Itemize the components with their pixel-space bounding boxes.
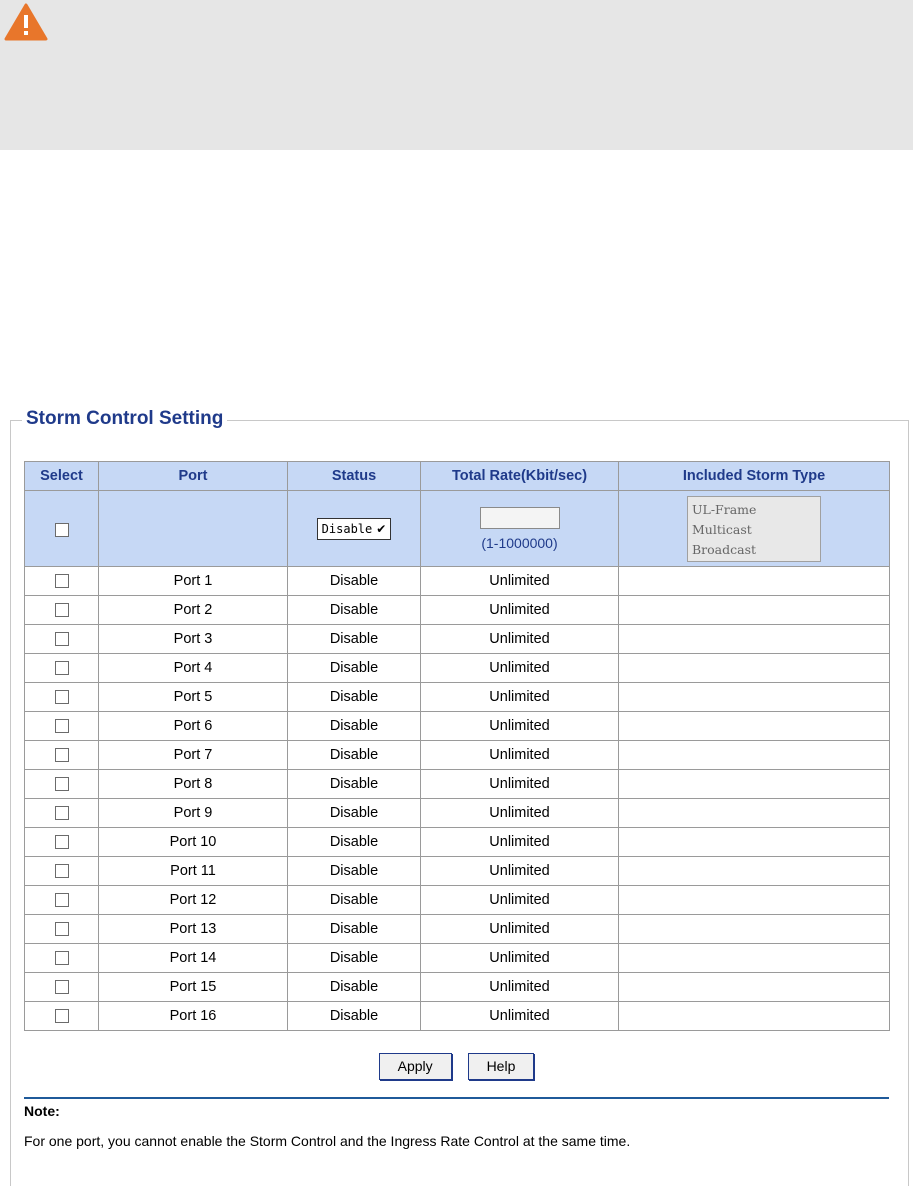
storm-control-table [24, 461, 890, 1031]
table-row [25, 741, 890, 770]
storm-type-cell [619, 973, 890, 1002]
help-button[interactable]: Help [468, 1053, 535, 1080]
total-rate-cell: Unlimited [421, 886, 619, 915]
storm-type-cell [619, 683, 890, 712]
status-cell: Disable [288, 567, 421, 596]
total-rate-cell: Unlimited [421, 683, 619, 712]
bulk-port-cell [99, 491, 288, 567]
header-port: Port [99, 462, 288, 491]
status-select-value: Disable [321, 521, 373, 536]
bulk-edit-row [25, 491, 890, 567]
total-rate-cell: Unlimited [421, 625, 619, 654]
table-row [25, 683, 890, 712]
note-text: For one port, you cannot enable the Storm Control and the Ingress Rate Control at the same time. [24, 1133, 631, 1149]
row-select-checkbox[interactable] [55, 632, 69, 646]
port-cell: Port 16 [99, 1002, 288, 1031]
storm-type-option[interactable]: UL-Frame [692, 501, 757, 517]
total-rate-cell: Unlimited [421, 712, 619, 741]
total-rate-cell: Unlimited [421, 857, 619, 886]
port-cell: Port 7 [99, 741, 288, 770]
status-cell: Disable [288, 596, 421, 625]
table-header-row [25, 462, 890, 491]
status-cell: Disable [288, 712, 421, 741]
row-select-checkbox[interactable] [55, 748, 69, 762]
status-select[interactable] [317, 518, 392, 540]
storm-type-cell [619, 567, 890, 596]
total-rate-cell: Unlimited [421, 1002, 619, 1031]
table-row [25, 712, 890, 741]
port-cell: Port 10 [99, 828, 288, 857]
total-rate-cell: Unlimited [421, 828, 619, 857]
total-rate-cell: Unlimited [421, 944, 619, 973]
row-select-checkbox[interactable] [55, 777, 69, 791]
total-rate-cell: Unlimited [421, 596, 619, 625]
status-cell: Disable [288, 654, 421, 683]
port-cell: Port 1 [99, 567, 288, 596]
table-row [25, 828, 890, 857]
port-cell: Port 11 [99, 857, 288, 886]
total-rate-cell: Unlimited [421, 567, 619, 596]
storm-type-cell [619, 654, 890, 683]
storm-type-cell [619, 857, 890, 886]
apply-button[interactable]: Apply [379, 1053, 452, 1080]
table-row [25, 770, 890, 799]
storm-type-option[interactable]: Multicast [692, 521, 752, 537]
row-select-checkbox[interactable] [55, 1009, 69, 1023]
total-rate-cell: Unlimited [421, 915, 619, 944]
status-cell: Disable [288, 944, 421, 973]
status-cell: Disable [288, 683, 421, 712]
row-select-checkbox[interactable] [55, 980, 69, 994]
storm-type-cell [619, 799, 890, 828]
table-row [25, 1002, 890, 1031]
row-select-checkbox[interactable] [55, 719, 69, 733]
status-cell: Disable [288, 973, 421, 1002]
row-select-checkbox[interactable] [55, 574, 69, 588]
status-cell: Disable [288, 799, 421, 828]
storm-type-cell [619, 596, 890, 625]
total-rate-cell: Unlimited [421, 654, 619, 683]
total-rate-cell: Unlimited [421, 741, 619, 770]
rate-range-hint: (1-1000000) [481, 534, 558, 551]
table-row [25, 596, 890, 625]
storm-type-cell [619, 1002, 890, 1031]
header-total-rate: Total Rate(Kbit/sec) [421, 462, 619, 491]
row-select-checkbox[interactable] [55, 603, 69, 617]
port-cell: Port 3 [99, 625, 288, 654]
status-cell: Disable [288, 915, 421, 944]
row-select-checkbox[interactable] [55, 864, 69, 878]
status-cell: Disable [288, 828, 421, 857]
table-row [25, 567, 890, 596]
port-cell: Port 12 [99, 886, 288, 915]
status-cell: Disable [288, 741, 421, 770]
chevron-down-icon: ✔ [376, 521, 387, 536]
storm-type-listbox[interactable] [687, 496, 821, 562]
row-select-checkbox[interactable] [55, 922, 69, 936]
status-cell: Disable [288, 886, 421, 915]
divider [24, 1097, 889, 1099]
row-select-checkbox[interactable] [55, 951, 69, 965]
table-row [25, 857, 890, 886]
port-cell: Port 5 [99, 683, 288, 712]
panel-title: Storm Control Setting [22, 407, 227, 431]
port-cell: Port 8 [99, 770, 288, 799]
port-cell: Port 6 [99, 712, 288, 741]
header-storm-type: Included Storm Type [619, 462, 890, 491]
header-status: Status [288, 462, 421, 491]
status-cell: Disable [288, 770, 421, 799]
port-cell: Port 13 [99, 915, 288, 944]
storm-type-cell [619, 712, 890, 741]
status-cell: Disable [288, 1002, 421, 1031]
storm-type-cell [619, 828, 890, 857]
status-cell: Disable [288, 857, 421, 886]
warning-banner [0, 0, 913, 150]
port-cell: Port 9 [99, 799, 288, 828]
table-row [25, 799, 890, 828]
table-row [25, 944, 890, 973]
select-all-checkbox[interactable] [55, 523, 69, 537]
storm-type-option[interactable]: Broadcast [692, 541, 757, 557]
row-select-checkbox[interactable] [55, 835, 69, 849]
row-select-checkbox[interactable] [55, 690, 69, 704]
total-rate-cell: Unlimited [421, 973, 619, 1002]
button-bar [0, 1053, 913, 1080]
port-cell: Port 2 [99, 596, 288, 625]
port-cell: Port 15 [99, 973, 288, 1002]
header-select: Select [25, 462, 99, 491]
total-rate-cell: Unlimited [421, 799, 619, 828]
table-row [25, 973, 890, 1002]
row-select-checkbox[interactable] [55, 893, 69, 907]
row-select-checkbox[interactable] [55, 806, 69, 820]
storm-type-cell [619, 741, 890, 770]
table-row [25, 625, 890, 654]
storm-type-cell [619, 915, 890, 944]
table-row [25, 654, 890, 683]
total-rate-input[interactable] [480, 507, 560, 529]
storm-type-cell [619, 625, 890, 654]
storm-type-cell [619, 770, 890, 799]
port-cell: Port 4 [99, 654, 288, 683]
table-row [25, 915, 890, 944]
table-row [25, 886, 890, 915]
total-rate-cell: Unlimited [421, 770, 619, 799]
port-cell: Port 14 [99, 944, 288, 973]
storm-type-cell [619, 886, 890, 915]
storm-type-cell [619, 944, 890, 973]
status-cell: Disable [288, 625, 421, 654]
note-title: Note: [24, 1103, 60, 1119]
row-select-checkbox[interactable] [55, 661, 69, 675]
warning-triangle-icon [4, 3, 48, 41]
